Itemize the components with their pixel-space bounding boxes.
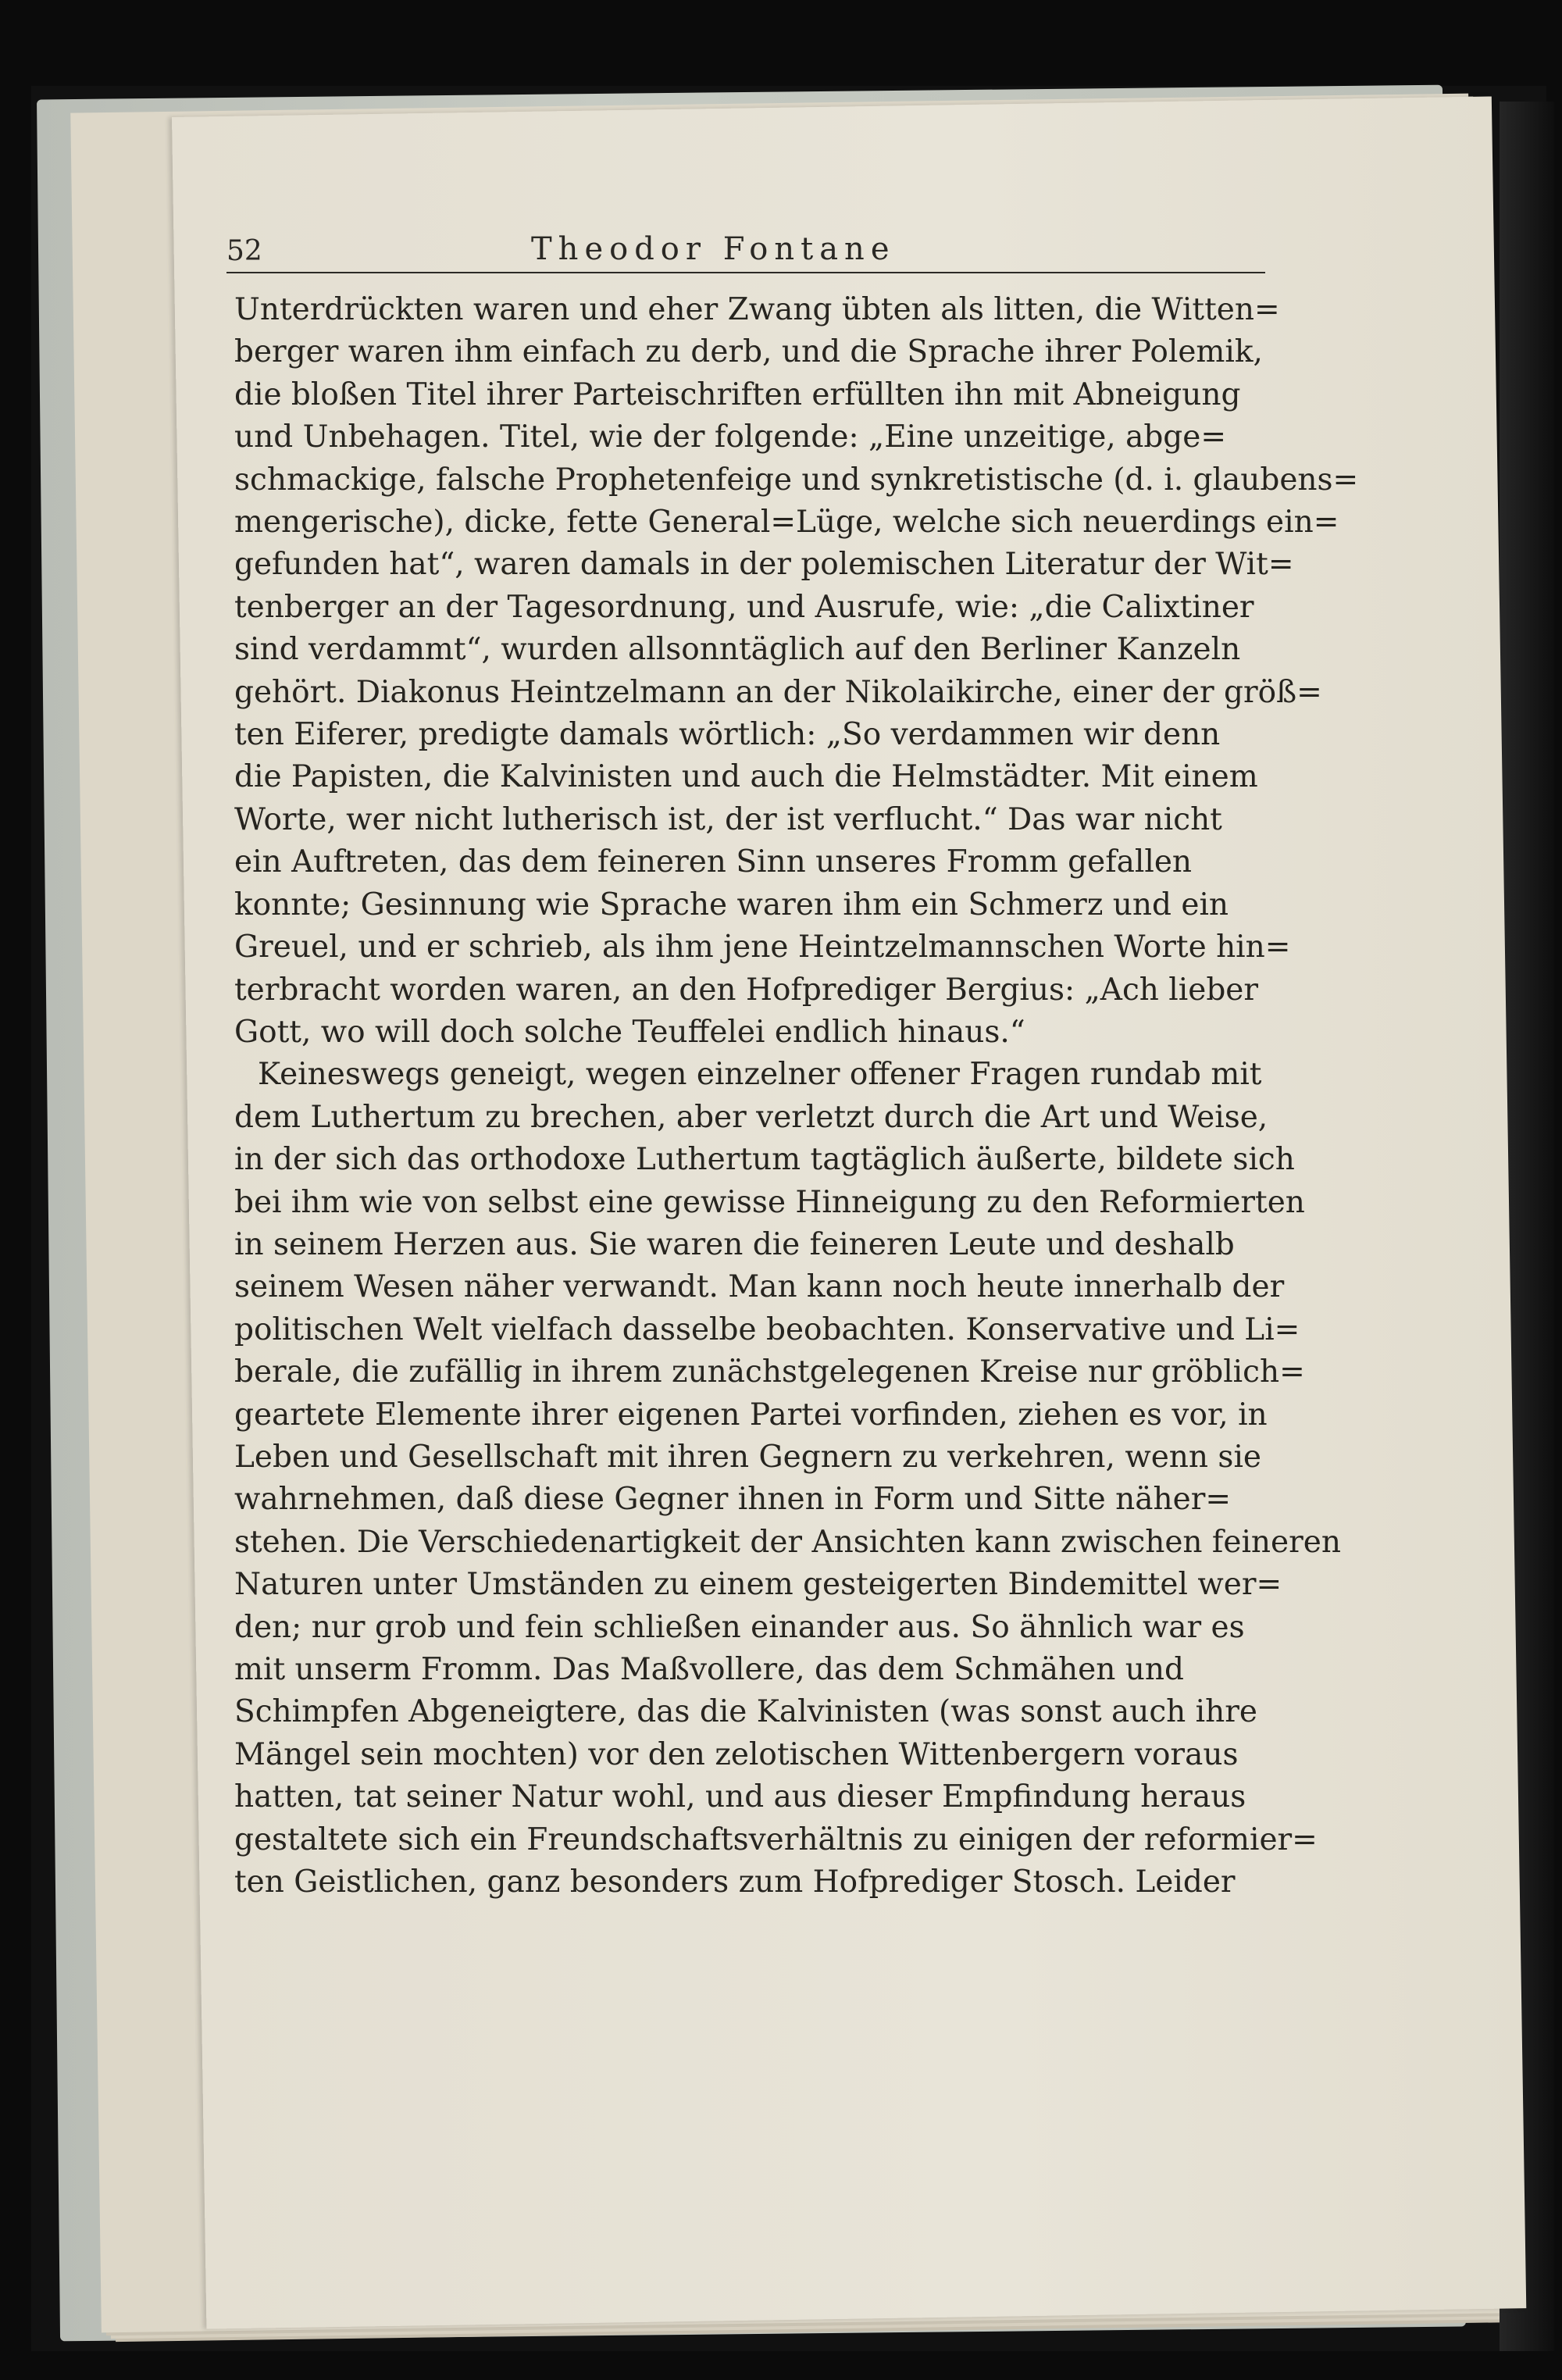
text-line: Schimpfen Abgeneigtere, das die Kalvinisten (was sonst auch ihre (234, 1694, 1257, 1730)
body-text (234, 289, 1359, 1904)
text-line: die Papisten, die Kalvinisten und auch die Helmstädter. Mit einem (234, 759, 1258, 795)
text-line: Mängel sein mochten) vor den zelotischen Wittenbergern voraus (234, 1736, 1239, 1772)
text-line: Unterdrückten waren und eher Zwang übten als litten, die Witten= (234, 292, 1280, 327)
text-line: Naturen unter Umständen zu einem gesteigerten Bindemittel wer= (234, 1567, 1282, 1603)
paragraph (234, 289, 1359, 1054)
text-line: schmackige, falsche Prophetenfeige und synkretistische (d. i. glaubens= (234, 462, 1359, 498)
running-head: Theodor Fontane (531, 231, 896, 267)
text-line: berale, die zufällig in ihrem zunächstgelegenen Kreise nur gröblich= (234, 1354, 1305, 1390)
text-line: den; nur grob und fein schließen einander aus. So ähnlich war es (234, 1609, 1245, 1645)
text-line: ten Eiferer, predigte damals wörtlich: „So verdammen wir denn (234, 717, 1221, 753)
text-line: gehört. Diakonus Heintzelmann an der Nikolaikirche, einer der größ= (234, 674, 1322, 710)
text-line: mengerische), dicke, fette General=Lüge, welche sich neuerdings ein= (234, 505, 1339, 541)
text-line: hatten, tat seiner Natur wohl, und aus dieser Empfindung heraus (234, 1779, 1246, 1815)
text-line: politischen Welt vielfach dasselbe beobachten. Konservative und Li= (234, 1311, 1300, 1347)
text-line: gefunden hat“, waren damals in der polemischen Literatur der Wit= (234, 547, 1294, 583)
text-line: mit unserm Fromm. Das Maßvollere, das dem Schmähen und (234, 1652, 1184, 1687)
text-line: Leben und Gesellschaft mit ihren Gegnern zu verkehren, wenn sie (234, 1439, 1261, 1475)
text-line: stehen. Die Verschiedenartigkeit der Ansichten kann zwischen feineren (234, 1524, 1341, 1560)
text-line: berger waren ihm einfach zu derb, und die Sprache ihrer Polemik, (234, 334, 1263, 370)
text-line: Keineswegs geneigt, wegen einzelner offener Fragen rundab mit (258, 1057, 1262, 1093)
text-line: und Unbehagen. Titel, wie der folgende: „Eine unzeitige, abge= (234, 419, 1227, 455)
text-line: seinem Wesen näher verwandt. Man kann noch heute innerhalb der (234, 1269, 1285, 1305)
text-line: ein Auftreten, das dem feineren Sinn unseres Fromm gefallen (234, 844, 1193, 880)
text-line: konnte; Gesinnung wie Sprache waren ihm ein Schmerz und ein (234, 887, 1229, 922)
text-line: ten Geistlichen, ganz besonders zum Hofprediger Stosch. Leider (234, 1864, 1236, 1900)
text-line: Greuel, und er schrieb, als ihm jene Heintzelmannschen Worte hin= (234, 930, 1291, 965)
text-line: tenberger an der Tagesordnung, und Ausrufe, wie: „die Calixtiner (234, 589, 1254, 625)
text-line: wahrnehmen, daß diese Gegner ihnen in Form und Sitte näher= (234, 1482, 1232, 1518)
page-number: 52 (226, 235, 262, 267)
page-header (226, 209, 1265, 273)
paragraph (234, 1054, 1341, 1904)
text-line: sind verdammt“, wurden allsonntäglich auf den Berliner Kanzeln (234, 632, 1241, 668)
text-line: Worte, wer nicht lutherisch ist, der ist verflucht.“ Das war nicht (234, 801, 1222, 837)
text-line: bei ihm wie von selbst eine gewisse Hinneigung zu den Reformierten (234, 1184, 1305, 1220)
text-line: in der sich das orthodoxe Luthertum tagtäglich äußerte, bildete sich (234, 1142, 1295, 1178)
text-line: Gott, wo will doch solche Teuffelei endlich hinaus.“ (234, 1014, 1025, 1050)
text-line: terbracht worden waren, an den Hofprediger Bergius: „Ach lieber (234, 972, 1259, 1008)
text-line: geartete Elemente ihrer eigenen Partei vorfinden, ziehen es vor, in (234, 1397, 1268, 1433)
text-line: gestaltete sich ein Freundschaftsverhältnis zu einigen der reformier= (234, 1822, 1318, 1857)
text-line: in seinem Herzen aus. Sie waren die feineren Leute und deshalb (234, 1226, 1235, 1262)
text-line: die bloßen Titel ihrer Parteischriften erfüllten ihn mit Abneigung (234, 376, 1241, 412)
text-line: dem Luthertum zu brechen, aber verletzt durch die Art und Weise, (234, 1099, 1268, 1135)
